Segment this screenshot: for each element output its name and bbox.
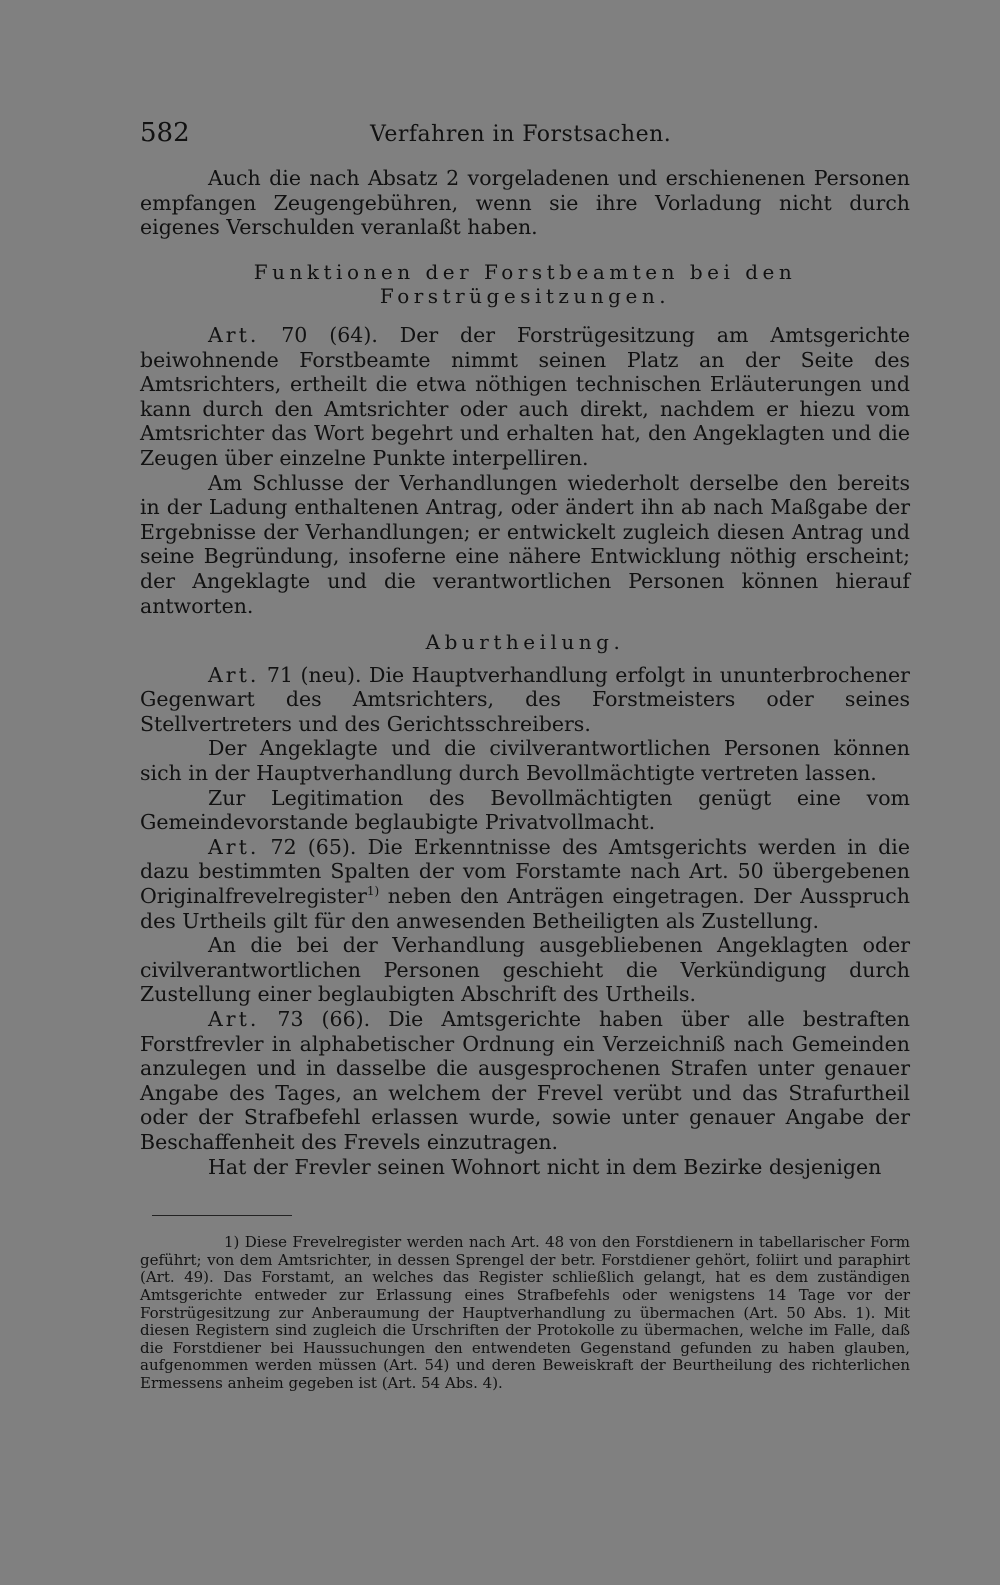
footnote (140, 1234, 910, 1392)
paragraph-wohnort: Hat der Frevler seinen Wohnort nicht in dem Bezirke desjenigen (208, 1154, 882, 1179)
running-title: Verfahren in Forstsachen. (370, 122, 672, 147)
article-text-continued: neben den Anträgen eingetragen. Der Ausspruch des Urtheils gilt für den anwesenden Betheiligten als Zustellung. (140, 884, 910, 933)
paragraph-angeklagte: Der Angeklagte und die civilverantwortlichen Personen können sich in der Hauptverhandlung durch Bevollmächtigte vertreten lassen. (140, 736, 910, 786)
article-73 (140, 1007, 910, 1155)
section-heading-funktionen: Funktionen der Forstbeamten bei den Forstrügesitzungen. (253, 259, 797, 309)
article-text: Die Amtsgerichte haben über alle bestraften Forstfrevler in alphabetischer Ordnung ein Verzeichniß nach Gemeinden anzulegen und in dasselbe die ausgesprochenen Strafen unter genauer Angabe des Tages, an welchem der Frevel verübt und das Strafurtheil oder der Strafbefehl erlassen wurde, sowie unter genauer Angabe der Beschaffenheit des Frevels einzutragen. (140, 1007, 910, 1154)
paragraph-legitimation: Zur Legitimation des Bevollmächtigten genügt eine vom Gemeindevorstande beglaubigte Privatvollmacht. (140, 785, 910, 835)
page-header (140, 118, 910, 166)
paragraph-zeugengebuehren: Auch die nach Absatz 2 vorgeladenen und erschienenen Personen empfangen Zeugengebühren, wenn sie ihre Vorladung nicht durch eigenes Verschulden veranlaßt haben. (140, 166, 910, 240)
article-label: Art. (208, 322, 260, 347)
section-heading-aburtheilung: Aburtheilung. (425, 630, 625, 655)
article-label: Art. (208, 662, 260, 687)
article-number: 73 (66). (277, 1007, 371, 1031)
article-label: Art. (208, 834, 260, 859)
article-text: Die Erkenntnisse des Amtsgerichts werden in die dazu bestimmten Spalten der vom Forstamte nach Art. 50 übergebenen Originalfrevelregister (140, 834, 910, 909)
article-number: 72 (65). (270, 834, 357, 859)
article-71 (140, 663, 910, 737)
main-text (140, 166, 910, 1179)
book-page (140, 118, 910, 1408)
article-text: Der der Forstrügesitzung am Amtsgerichte beiwohnende Forstbeamte nimmt seinen Platz an der Seite des Amtsrichters, ertheilt die etwa nöthigen technischen Erläuterungen und kann durch den Amtsrichter oder auch direkt, nachdem er hiezu vom Amtsrichter das Wort begehrt und erhalten hat, den Angeklagten und die Zeugen über einzelne Punkte interpelliren. (140, 322, 911, 470)
article-number: 70 (64). (281, 322, 378, 347)
footnote-text: Diese Frevelregister werden nach Art. 48 von den Forstdienern in tabellarischer Form geführt; von dem Amtsrichter, in dessen Sprengel der betr. Forstdiener gehört, foliirt und paraphirt (Art. 49). Das Forstamt, an welches das Register schließlich gelangt, hat es dem zuständigen Amtsgerichte entweder zur Erlassung eines Strafbefehls oder wenigstens 14 Tage vor der Forstrügesitzung zur Anberaumung der Hauptverhandlung zu übermachen (Art. 50 Abs. 1). Mit diesen Registern sind zugleich die Urschriften der Protokolle zu übermachen, welche im Falle, daß die Forstdiener bei Haussuchungen den entwendeten Gegenstand gefunden zu haben glauben, aufgenommen werden müssen (Art. 54) und deren Beweiskraft der Beurtheilung des richterlichen Ermessens anheim gegeben ist (Art. 54 Abs. 4). (140, 1233, 910, 1392)
article-72 (140, 835, 910, 933)
article-number: 71 (neu). (266, 662, 362, 687)
footnote-mark: 1) (224, 1233, 240, 1252)
article-label: Art. (208, 1007, 260, 1031)
footnote-reference: 1) (366, 884, 380, 899)
article-70 (140, 323, 910, 471)
article-text: Die Hauptverhandlung erfolgt in ununterbrochener Gegenwart des Amtsrichters, des Forstmeisters oder seines Stellvertreters und des Gerichtsschreibers. (140, 662, 910, 736)
paragraph-ausgebliebenen: An die bei der Verhandlung ausgebliebenen Angeklagten oder civilverantwortlichen Personen geschieht die Verkündigung durch Zustellung einer beglaubigten Abschrift des Urtheils. (140, 933, 910, 1007)
paragraph-schlusse: Am Schlusse der Verhandlungen wiederholt derselbe den bereits in der Ladung enthaltenen Antrag, oder ändert ihn ab nach Maßgabe der Ergebnisse der Verhandlungen; er entwickelt zugleich diesen Antrag und seine Begründung, insoferne eine nähere Entwicklung nöthig erscheint; der Angeklagte und die verantwortlichen Personen können hierauf antworten. (140, 470, 910, 618)
page-number: 582 (140, 118, 190, 148)
footnote-separator (152, 1215, 292, 1216)
